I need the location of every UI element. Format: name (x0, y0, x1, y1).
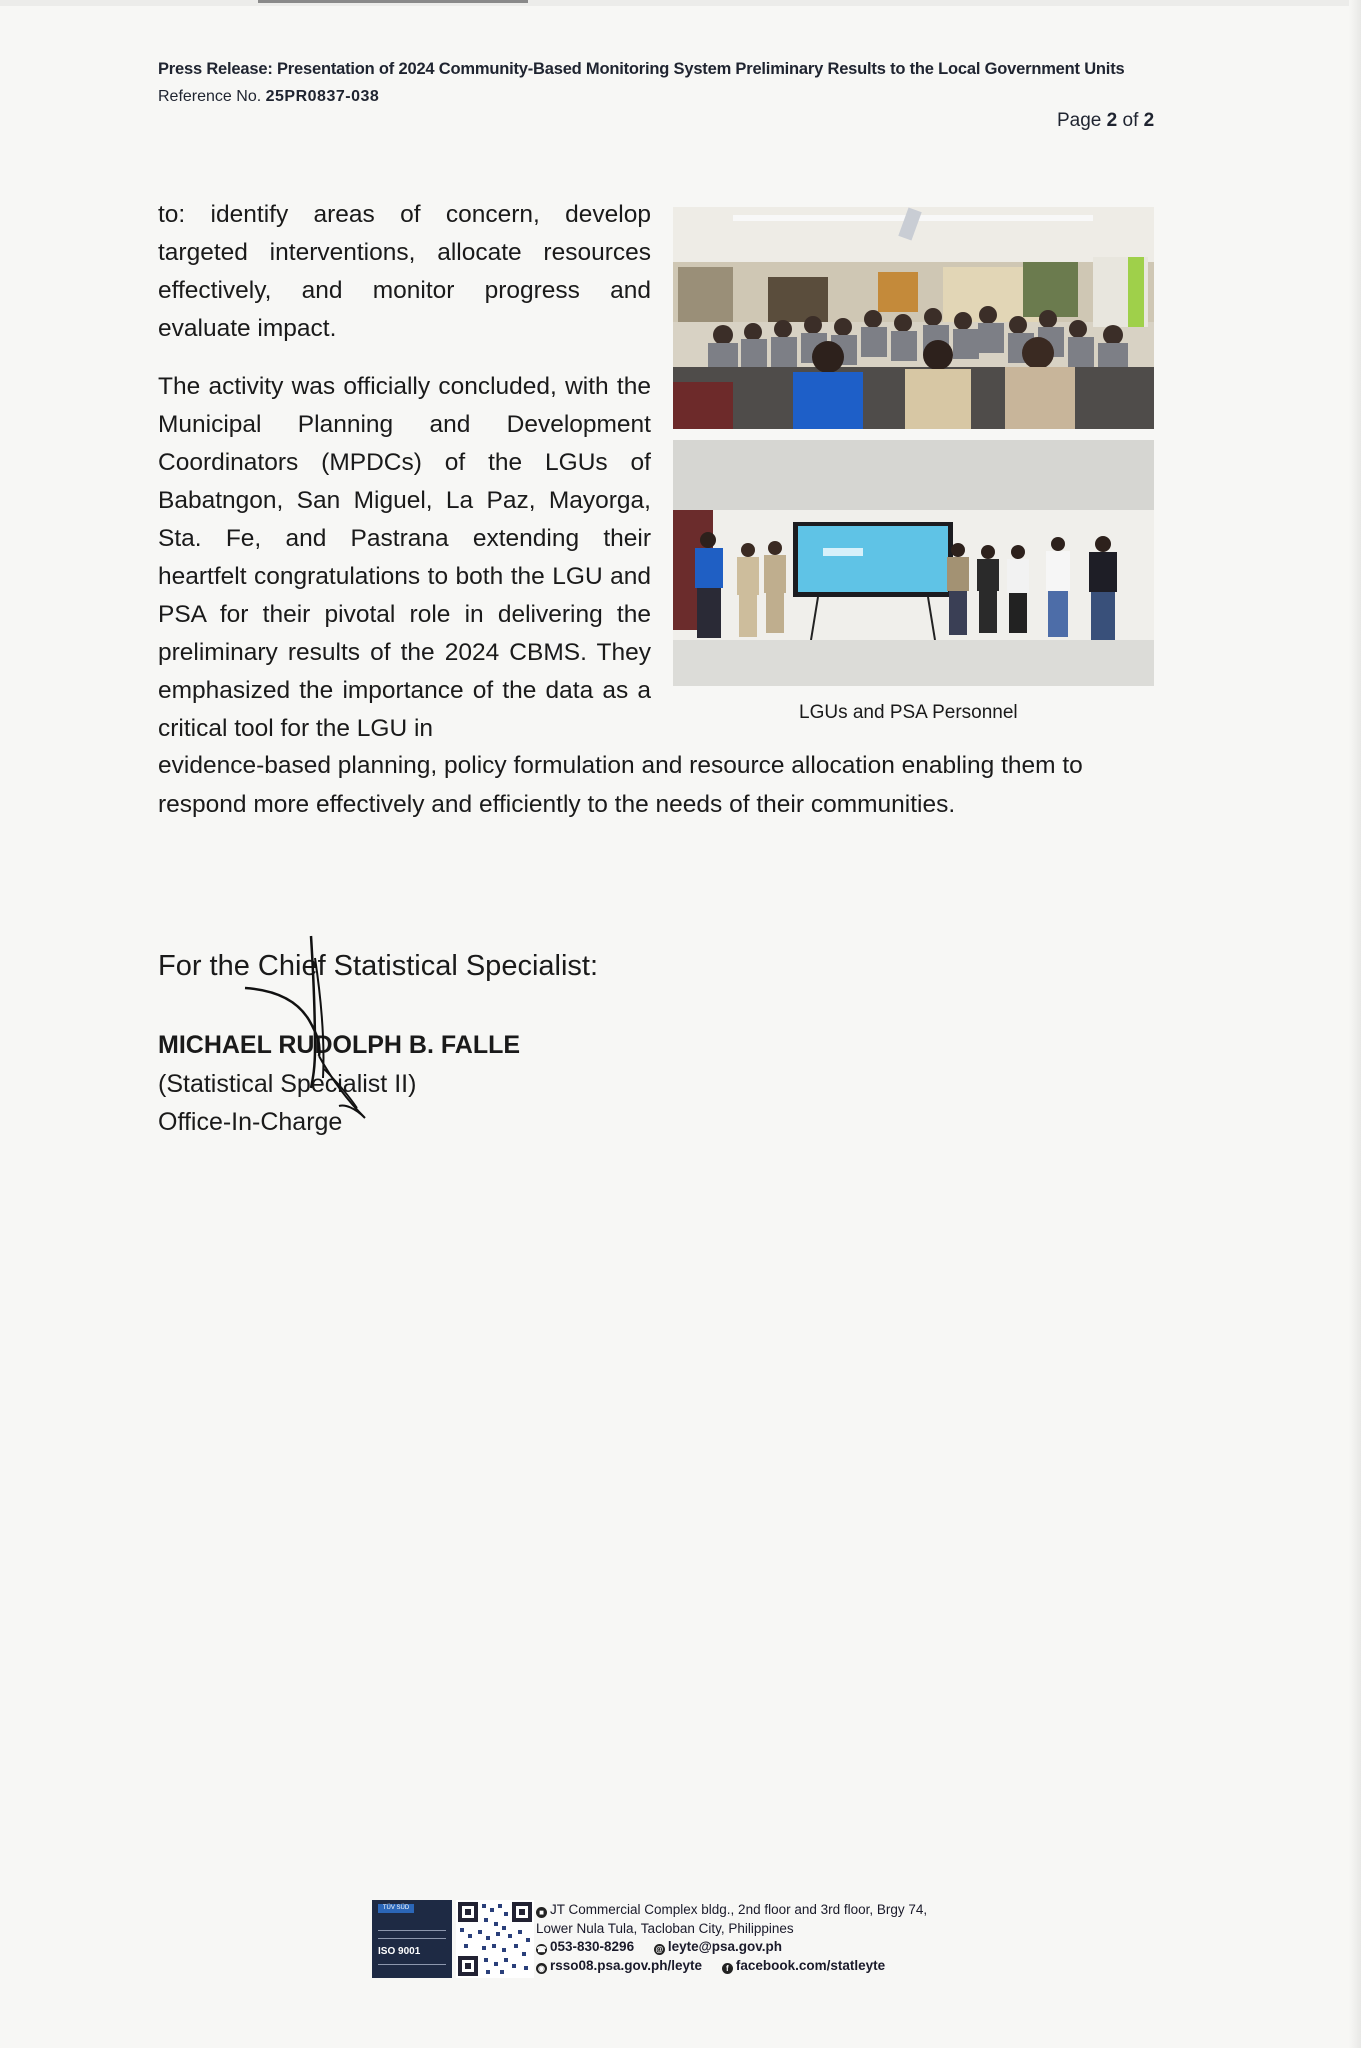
page-of: of (1122, 110, 1139, 131)
handwritten-signature (235, 928, 385, 1138)
iso-certification-badge (372, 1900, 452, 1978)
group-photo-standing (673, 440, 1154, 686)
page-current: 2 (1106, 110, 1118, 131)
signatory-name: MICHAEL RUDOLPH B. FALLE (158, 1031, 521, 1059)
badge-rule (378, 1938, 446, 1939)
contact-info (536, 1901, 927, 1975)
figure-caption: LGUs and PSA Personnel (799, 702, 1018, 723)
reference-label: Reference No. (158, 88, 262, 105)
email-address[interactable]: leyte@psa.gov.ph (667, 1939, 783, 1954)
iso-label: ISO 9001 (378, 1946, 421, 1957)
footer (370, 1895, 1010, 2005)
page-number (1057, 110, 1154, 132)
page-label: Page (1057, 110, 1102, 131)
paragraph-2-continued-line-1: evidence-based planning, policy formulation and resource allocation enabling them to (158, 752, 1083, 779)
website-link[interactable]: rsso08.psa.gov.ph/leyte (550, 1957, 703, 1973)
badge-rule (378, 1930, 446, 1931)
scan-right-edge (1349, 0, 1361, 2048)
address-line-1: ■ JT Commercial Complex bldg., 2nd floor and 3rd floor, Brgy 74, (536, 1901, 927, 1920)
phone-email-row (536, 1938, 927, 1957)
facebook-icon: f (722, 1963, 733, 1974)
group-photo-seated (673, 207, 1154, 429)
badge-rule (378, 1964, 446, 1965)
reference-number: 25PR0837-038 (265, 88, 380, 105)
scan-top-bar (258, 0, 528, 3)
press-release-title: Press Release: Presentation of 2024 Community-Based Monitoring System Preliminary Results to the Local Government Units (158, 60, 1125, 78)
web-social-row (536, 1957, 927, 1976)
page-total: 2 (1143, 110, 1155, 131)
signatory-office: Office-In-Charge (158, 1108, 343, 1136)
signatory-title: (Statistical Specialist II) (158, 1070, 417, 1098)
paragraph-2: The activity was officially concluded, with the Municipal Planning and Development Coordinators (MPDCs) of the LGUs of Babatngon, San Miguel, La Paz, Mayorga, Sta. Fe, and Pastrana extending their heartfelt congratulations to both the LGU and PSA for their pivotal role in delivering the preliminary results of the 2024 CBMS. They emphasized the importance of the data as a critical tool for the LGU in (158, 373, 651, 742)
address-line-2: Lower Nula Tula, Tacloban City, Philippines (536, 1920, 794, 1936)
reference-line (158, 88, 379, 106)
globe-icon: ◉ (536, 1963, 547, 1974)
paragraph-1: to: identify areas of concern, develop targeted interventions, allocate resources effectively, and monitor progress and evaluate impact. (158, 201, 651, 342)
phone-icon: ☎ (536, 1945, 547, 1954)
signature-lead: For the Chief Statistical Specialist: (158, 950, 599, 982)
paragraph-2-continued-line-2: respond more effectively and efficiently to the needs of their communities. (158, 791, 956, 818)
phone-number: 053-830-8296 (550, 1939, 635, 1954)
qr-code-icon (456, 1900, 534, 1978)
building-icon: ■ (536, 1907, 547, 1918)
certifier-tag: TÜV SÜD (378, 1904, 414, 1913)
email-icon: @ (655, 1945, 664, 1954)
facebook-link[interactable]: facebook.com/statleyte (735, 1957, 886, 1973)
scan-top-edge (0, 0, 1361, 6)
